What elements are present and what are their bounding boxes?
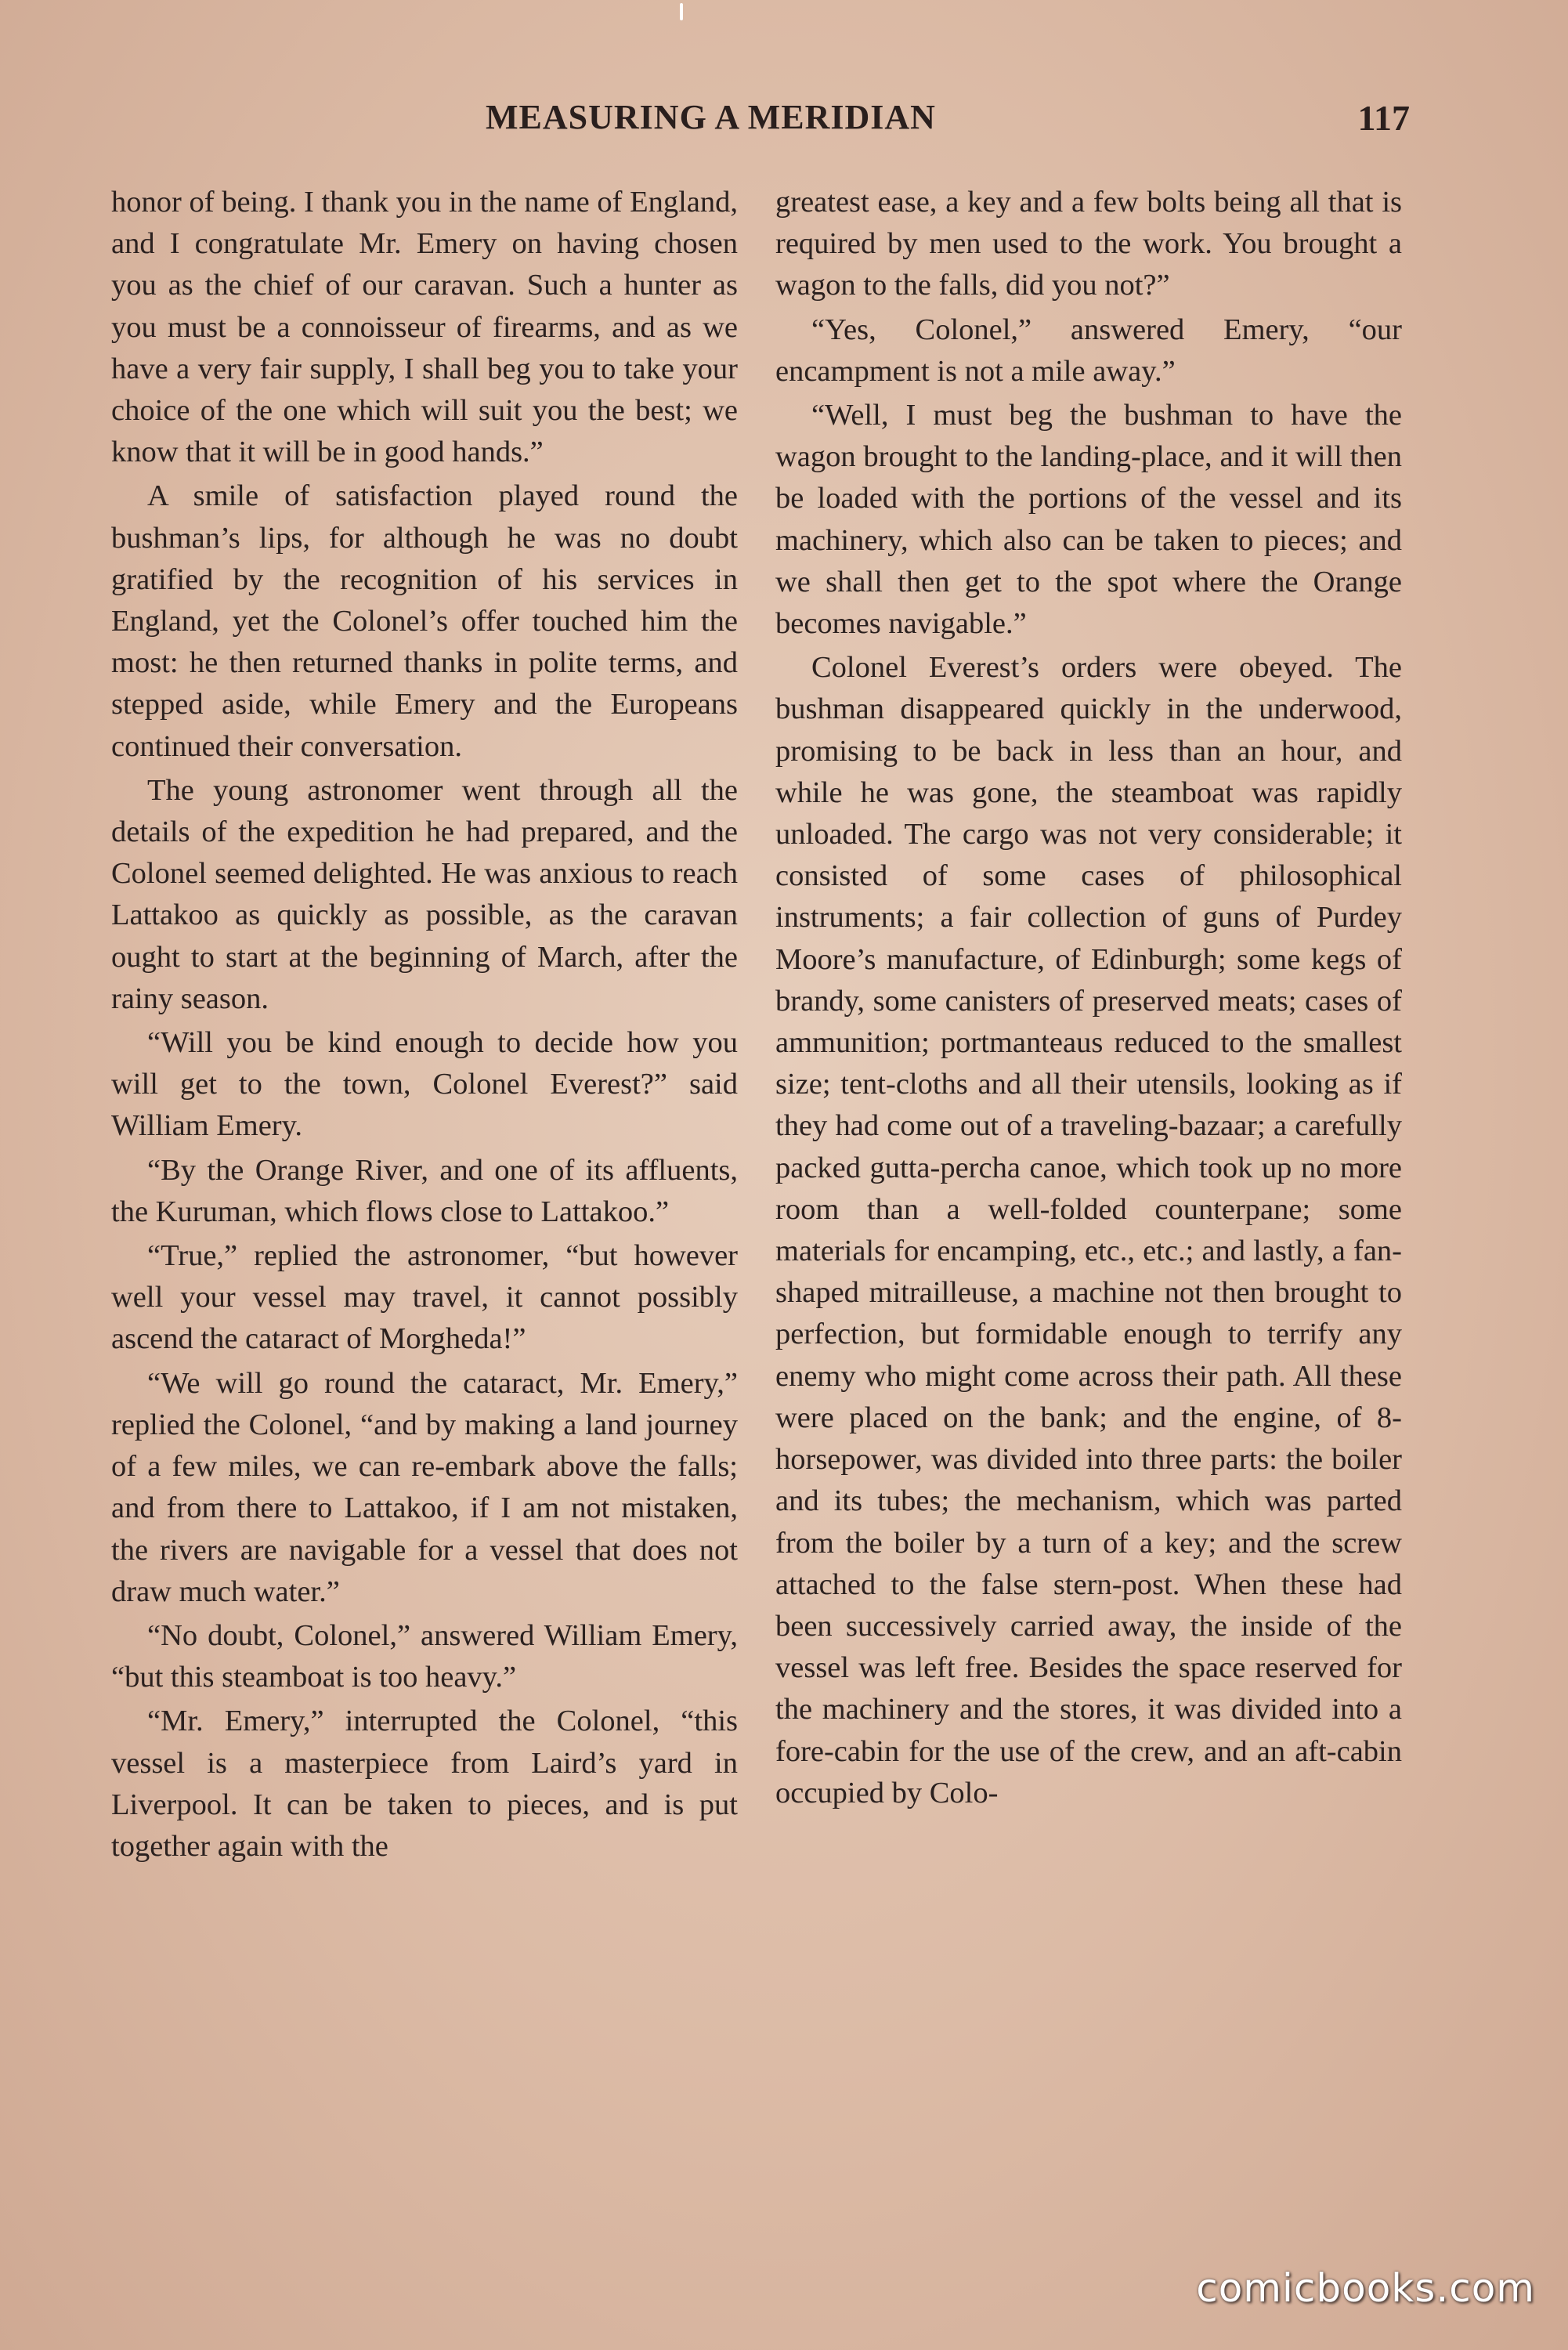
paragraph: A smile of satisfaction played round the bushman’s lips, for although he was no doubt gratified by the recognition of his services in England, yet the Colonel’s offer touched him the most: he then returned thanks in polite terms, and stepped aside, while Emery and the Europeans continued their conversation. [111,479,738,763]
paragraph: Colonel Everest’s orders were obeyed. The bushman disappeared quickly in the underwood, promising to be back in less than an hour, and while he was gone, the steamboat was rapidly unloaded. The cargo was not very considerable; it consisted of some cases of philosophical instruments; a fair collection of guns of Purdey Moore’s manufacture, of Edinburgh; some kegs of brandy, some canisters of preserved meats; cases of ammunition; portmanteaus reduced to the smallest size; tent-cloths and all their utensils, looking as if they had come out of a traveling-bazaar; a carefully packed gutta-percha canoe, which took up no more room than a well-folded counterpane; some materials for encamping, etc., etc.; and lastly, a fan-shaped mitrailleuse, a machine not then brought to perfection, but formidable enough to terrify any enemy who might come across their path. All these were placed on the bank; and the engine, of 8-horsepower, was divided into three parts: the boiler and its tubes; the mechanism, which was parted from the boiler by a turn of a key; and the screw attached to the false stern-post. When these had been successively carried away, the inside of the vessel was left free. Besides the space reserved for the machinery and the stores, it was divided into a fore-cabin for the use of the crew, and an aft-cabin occupied by Colo- [775,651,1402,1810]
running-title: MEASURING A MERIDIAN [486,98,936,136]
page-number: 117 [1357,98,1410,138]
paragraph: “By the Orange River, and one of its affluents, the Kuruman, which flows close to Lattakoo.” [111,1153,738,1228]
left-text-column [111,182,738,1870]
paragraph: “Well, I must beg the bushman to have the wagon brought to the landing-place, and it will then be loaded with the portions of the vessel and its machinery, which also can be taken to pieces; and we shall then get to the spot where the Orange becomes navigable.” [775,399,1402,641]
paragraph: “No doubt, Colonel,” answered William Emery, “but this steamboat is too heavy.” [111,1618,738,1694]
paragraph: “Yes, Colonel,” answered Emery, “our encampment is not a mile away.” [775,313,1402,388]
paragraph: “Mr. Emery,” interrupted the Colonel, “this vessel is a masterpiece from Laird’s yard in Liverpool. It can be taken to pieces, and is put together again with the [111,1705,738,1863]
paragraph: greatest ease, a key and a few bolts being all that is required by men used to the work. You brought a wagon to the falls, did you not?” [775,186,1402,302]
running-head [110,97,1410,152]
paragraph: “Will you be kind enough to decide how you will get to the town, Colonel Everest?” said William Emery. [111,1026,738,1143]
paragraph: The young astronomer went through all the details of the expedition he had prepared, and the Colonel seemed delighted. He was anxious to reach Lattakoo as quickly as possible, as the caravan ought to start at the beginning of March, after the rainy season. [111,773,738,1015]
paragraph: “We will go round the cataract, Mr. Emery,” replied the Colonel, “and by making a land journey of a few miles, we can re-embark above the falls; and from there to Lattakoo, if I am not mistaken, the rivers are navigable for a vessel that does not draw much water.” [111,1366,738,1608]
paper-speck [680,3,683,20]
paragraph: honor of being. I thank you in the name of England, and I congratulate Mr. Emery on having chosen you as the chief of our caravan. Such a hunter as you must be a connoisseur of firearms, and as we have a very fair supply, I shall beg you to take your choice of the one which will suit you the best; we know that it will be in good hands.” [111,186,738,469]
watermark-text: comicbooks.com [1196,2265,1535,2311]
paragraph: “True,” replied the astronomer, “but however well your vessel may travel, it cannot possibly ascend the cataract of Morgheda!” [111,1239,738,1356]
right-text-column [775,182,1402,1817]
